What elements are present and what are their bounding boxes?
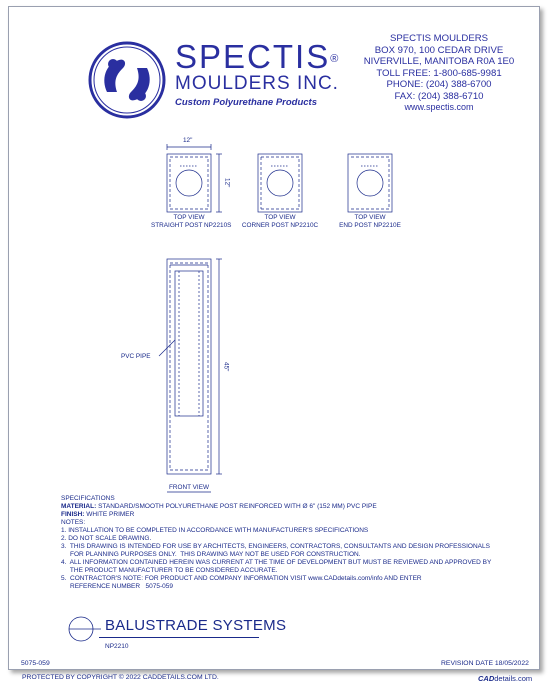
drawing-code: NP2210 <box>105 643 129 650</box>
caddetails-logo: CADdetails.com <box>478 674 533 683</box>
company-line: BOX 970, 100 CEDAR DRIVE <box>374 44 504 56</box>
drawing-sheet <box>8 6 540 670</box>
top-view-straight-post <box>167 144 222 212</box>
note-line: THE PRODUCT MANUFACTURER TO BE CONSIDERED ACCURATE. <box>61 567 278 574</box>
revision-date: REVISION DATE 18/05/2022 <box>441 660 529 667</box>
brand-tagline: Custom Polyurethane Products <box>175 97 317 108</box>
company-line: PHONE: (204) 388-6700 <box>386 79 492 90</box>
dimension-width-label: 12" <box>183 137 193 144</box>
specs-heading: SPECIFICATIONS <box>61 495 115 502</box>
note-line: 1. INSTALLATION TO BE COMPLETED IN ACCORDANCE WITH MANUFACTURER'S SPECIFICATIONS <box>61 527 369 534</box>
note-line: FOR PLANNING PURPOSES ONLY. THIS DRAWING MAY NOT BE USED FOR CONSTRUCTION. <box>61 551 361 558</box>
note-line: 3. THIS DRAWING IS INTENDED FOR USE BY ARCHITECTS, ENGINEERS, CONTRACTORS, CONSULTANTS AND DESIGN PROFESSIONALS <box>61 543 490 550</box>
note-line: 4. ALL INFORMATION CONTAINED HEREIN WAS CURRENT AT THE TIME OF DEVELOPMENT BUT MUST BE REVIEWED AND APPROVED BY <box>61 559 492 566</box>
note-line: 2. DO NOT SCALE DRAWING. <box>61 535 152 542</box>
dimension-depth-label: 12" <box>223 178 231 188</box>
spec-material: MATERIAL: STANDARD/SMOOTH POLYURETHANE POST REINFORCED WITH Ø 6" (152 MM) PVC PIPE <box>61 503 377 510</box>
brand-name: SPECTIS® <box>175 38 339 75</box>
drawing-title: BALUSTRADE SYSTEMS <box>105 617 287 634</box>
specifications-block <box>61 495 491 591</box>
dimension-height-label: 45" <box>222 362 230 372</box>
company-line: TOLL FREE: 1-800-685-9981 <box>376 67 502 79</box>
title-circle-icon <box>61 616 101 642</box>
company-line: FAX: (204) 388-6710 <box>394 90 484 102</box>
notes-heading: NOTES: <box>61 519 86 526</box>
company-line: NIVERVILLE, MANITOBA R0A 1E0 <box>363 56 515 67</box>
copyright-notice: PROTECTED BY COPYRIGHT © 2022 CADDETAILS.COM LTD. <box>22 674 219 681</box>
spec-finish: FINISH: WHITE PRIMER <box>61 511 135 518</box>
note-line: 5. CONTRACTOR'S NOTE: FOR PRODUCT AND COMPANY INFORMATION VISIT www.CADdetails.com/info AND ENTER <box>61 575 422 582</box>
brand-subtitle: MOULDERS INC. <box>175 73 339 94</box>
top-view-caption: TOP VIEW CORNER POST NP2210C <box>241 214 319 229</box>
top-view-caption: TOP VIEW END POST NP2210E <box>339 214 401 229</box>
note-line: REFERENCE NUMBER 5075-059 <box>61 583 173 590</box>
front-view-post <box>159 259 222 474</box>
pvc-pipe-label: PVC PIPE <box>121 353 151 360</box>
front-view-label: FRONT VIEW <box>169 484 210 491</box>
top-view-caption: TOP VIEW STRAIGHT POST NP2210S <box>151 214 232 229</box>
top-view-end-post <box>348 154 392 212</box>
title-underline <box>99 637 259 638</box>
reference-number: 5075-059 <box>21 660 50 667</box>
company-website: www.spectis.com <box>404 102 474 112</box>
company-line: SPECTIS MOULDERS <box>389 33 489 44</box>
top-view-corner-post <box>258 154 302 212</box>
